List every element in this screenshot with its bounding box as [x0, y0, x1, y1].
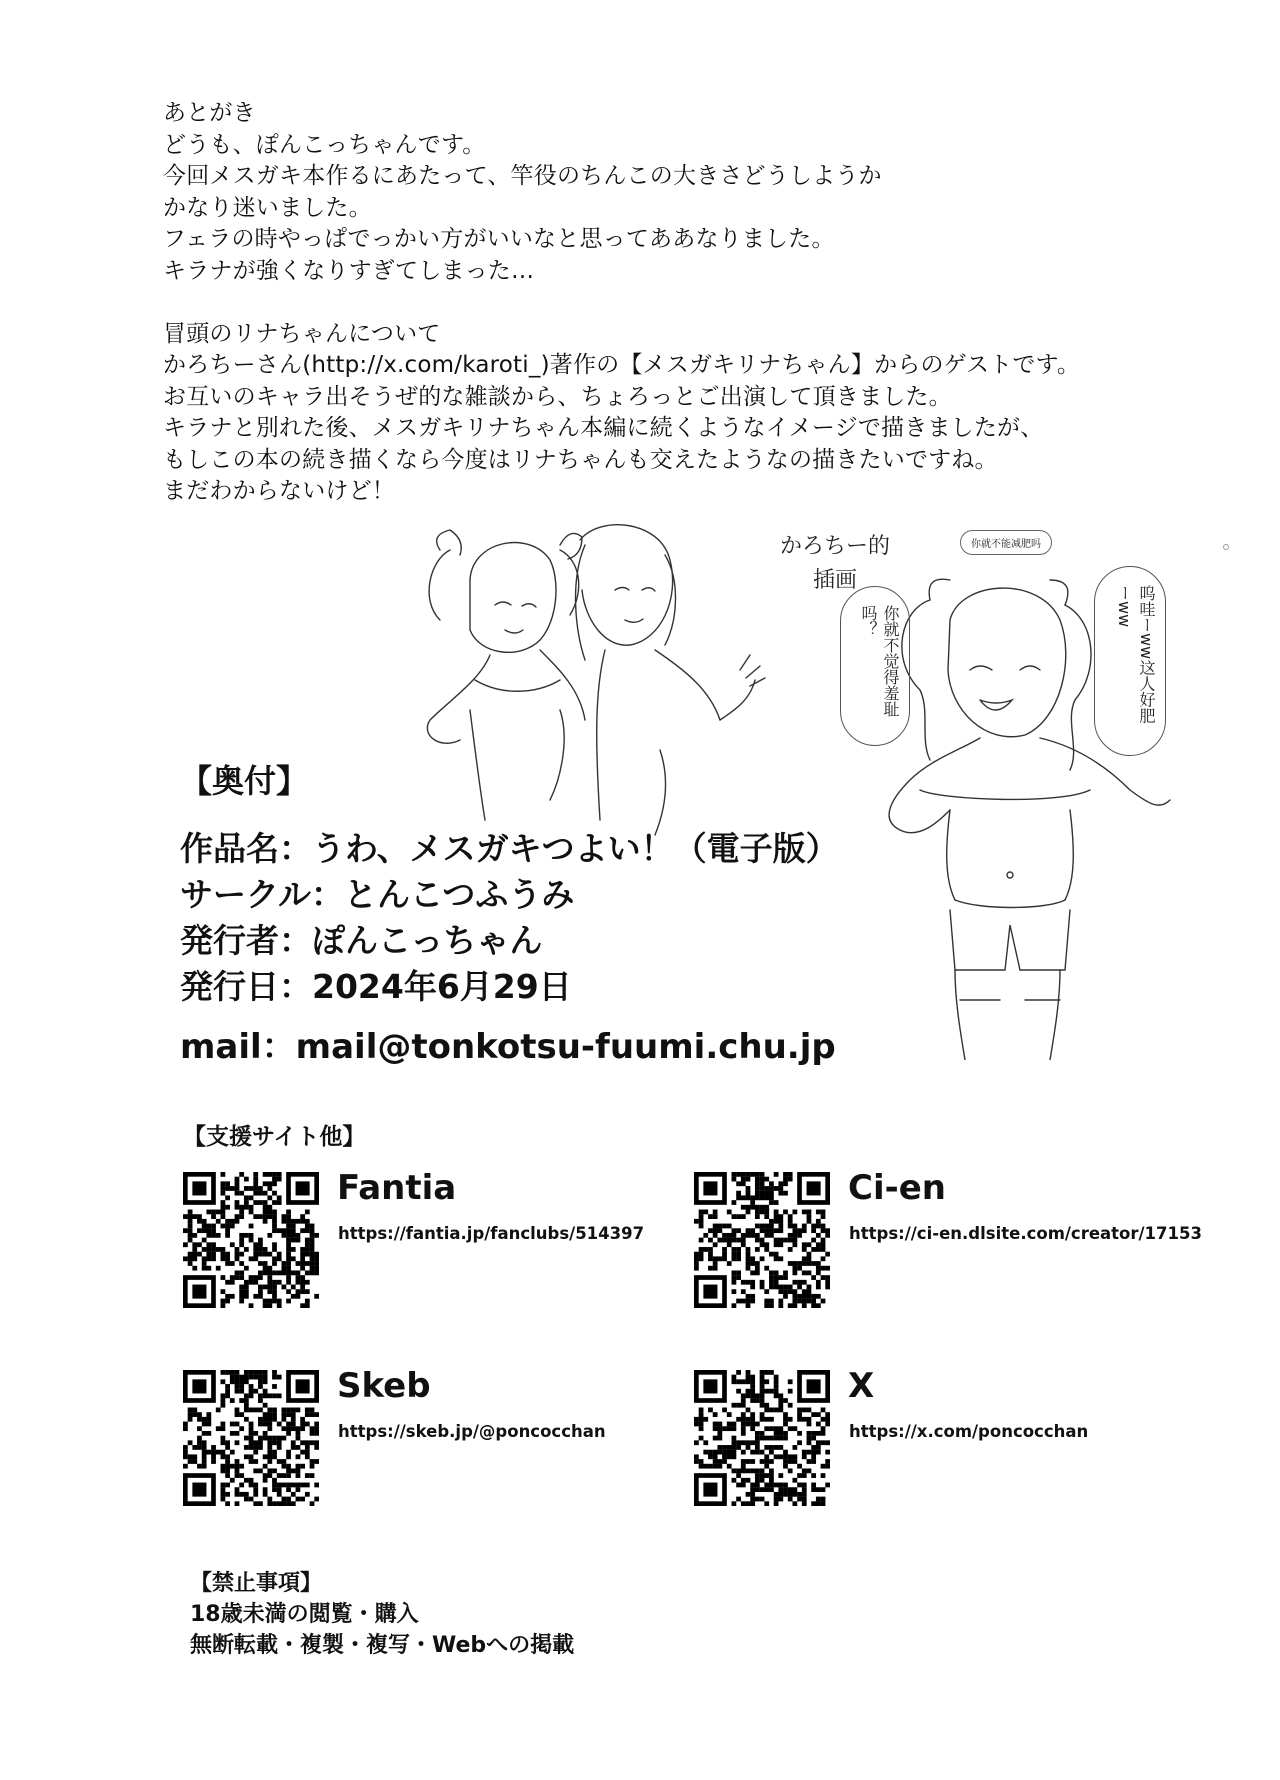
prohibited-notice [190, 1568, 574, 1661]
colophon-heading: 【奥付】 [180, 762, 309, 800]
x-qr-code [694, 1370, 830, 1506]
afterword-line: 冒頭のリナちゃんについて [163, 320, 441, 347]
prohibited-line: 無断転載・複製・複写・Webへの掲載 [190, 1633, 575, 1658]
bubble-right: 呜哇ーww这人好肥ーww [1094, 566, 1166, 756]
afterword-line: 今回メスガキ本作るにあたって、竿役のちんこの大きさどうしようか [163, 163, 882, 189]
afterword-line: まだわからないけど！ [163, 478, 395, 504]
colophon [180, 826, 839, 1070]
afterword-line: フェラの時やっぱでっかい方がいいなと思ってああなりました。 [163, 226, 835, 252]
site-url[interactable]: https://fantia.jp/fanclubs/514397 [338, 1224, 645, 1243]
site-name: X [848, 1366, 875, 1406]
support-heading: 【支援サイト他】 [183, 1124, 366, 1150]
afterword [163, 98, 1163, 508]
prohibited-heading: 【禁止事項】 [190, 1571, 323, 1596]
afterword-line: どうも、ぽんこっちゃんです。 [163, 131, 486, 158]
support-site-x [694, 1366, 1254, 1510]
guest-sketch-illustration [410, 520, 770, 840]
colophon-date: 発行日：2024年6月29日 [180, 967, 572, 1006]
support-site-ci-en [694, 1168, 1254, 1312]
site-url[interactable]: https://ci-en.dlsite.com/creator/17153 [849, 1224, 1202, 1243]
afterword-line: かなり迷いました。 [163, 194, 372, 221]
site-name: Fantia [337, 1168, 457, 1208]
colophon-circle: サークル：とんこつふうみ [180, 875, 575, 914]
afterword-line: キラナが強くなりすぎてしまった… [163, 257, 535, 284]
colophon-mail: mail：mail@tonkotsu-fuumi.chu.jp [180, 1027, 836, 1067]
afterword-line: キラナと別れた後、メスガキリナちゃん本編に続くようなイメージで描きましたが、 [163, 415, 1044, 441]
colophon-title: 作品名：うわ、メスガキつよい！（電子版） [180, 829, 839, 868]
afterword-line: お互いのキャラ出そうぜ的な雑談から、ちょろっとご出演して頂きました。 [163, 383, 952, 410]
site-name: Skeb [337, 1366, 431, 1406]
skeb-qr-code [183, 1370, 319, 1506]
support-site-skeb [183, 1366, 743, 1510]
prohibited-line: 18歳未満の閲覧・購入 [190, 1602, 419, 1627]
afterword-line: もしこの本の続き描くなら今度はリナちゃんも交えたようなの描きたいですね。 [163, 446, 998, 473]
site-url[interactable]: https://skeb.jp/@poncocchan [338, 1422, 606, 1441]
bubble-top: 你就不能减肥吗 [960, 530, 1052, 555]
support-site-fantia [183, 1168, 743, 1312]
ci-en-qr-code [694, 1172, 830, 1308]
afterword-heading: あとがき [163, 100, 256, 126]
bubble-left: 你就不觉得羞耻吗？ [840, 586, 910, 746]
fantia-qr-code [183, 1172, 319, 1308]
guest-caption: かろちー的 插画 [779, 534, 890, 593]
paragraph-gap [163, 287, 1163, 319]
colophon-publisher: 発行者：ぽんこっちゃん [180, 921, 543, 960]
afterword-line: かろちーさん(http://x.com/karoti_)著作の【メスガキリナちゃん】からのゲストです。 [163, 352, 1081, 378]
site-url[interactable]: https://x.com/poncocchan [849, 1422, 1089, 1441]
site-name: Ci-en [848, 1168, 946, 1208]
stray-mark [1223, 544, 1229, 550]
